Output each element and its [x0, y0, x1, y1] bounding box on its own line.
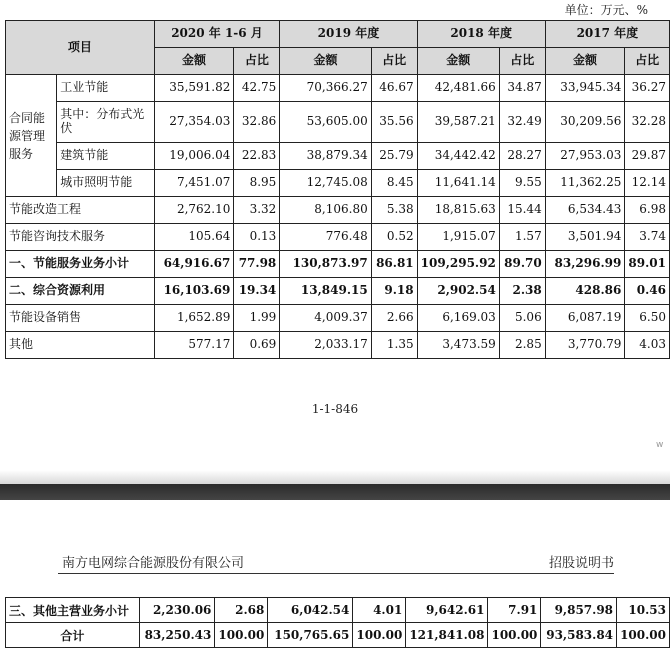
row-label: 建筑节能 [57, 143, 155, 170]
cell: 11,641.14 [417, 170, 499, 197]
cell: 3,473.59 [417, 332, 499, 359]
cell: 28.27 [499, 143, 545, 170]
cell: 100.00 [215, 623, 268, 648]
cell: 83,250.43 [139, 623, 215, 648]
cell: 100.00 [353, 623, 406, 648]
row-label: 二、综合资源利用 [6, 278, 155, 305]
cell: 83,296.99 [545, 251, 625, 278]
cell: 2,230.06 [139, 598, 215, 623]
subtotal-row [6, 598, 670, 623]
header-period-2: 2019 年度 [280, 21, 417, 48]
cell: 4.03 [625, 332, 670, 359]
cell: 105.64 [154, 224, 234, 251]
page-number: 1-1-846 [311, 402, 359, 416]
cell: 38,879.34 [280, 143, 371, 170]
cell: 2,033.17 [280, 332, 371, 359]
row-label: 节能设备销售 [6, 305, 155, 332]
cell: 2.38 [499, 278, 545, 305]
cell: 35.56 [371, 102, 417, 143]
cell: 64,916.67 [154, 251, 234, 278]
header-period-1: 2020 年 1-6 月 [154, 21, 280, 48]
cell: 0.46 [625, 278, 670, 305]
table-row [6, 197, 670, 224]
row-label: 三、其他主营业务小计 [6, 598, 140, 623]
table-row [6, 143, 670, 170]
header-ratio: 占比 [625, 48, 670, 75]
cell: 2.66 [371, 305, 417, 332]
cell: 577.17 [154, 332, 234, 359]
cell: 11,362.25 [545, 170, 625, 197]
cell: 33,945.34 [545, 75, 625, 102]
subtotal-row [6, 278, 670, 305]
table-row [6, 332, 670, 359]
cell: 2,902.54 [417, 278, 499, 305]
header-ratio: 占比 [234, 48, 280, 75]
header-amount: 金额 [417, 48, 499, 75]
cell: 8.95 [234, 170, 280, 197]
header-ratio: 占比 [499, 48, 545, 75]
cell: 6,087.19 [545, 305, 625, 332]
row-label: 其他 [6, 332, 155, 359]
header-item: 项目 [6, 21, 155, 75]
cell: 89.01 [625, 251, 670, 278]
cell: 34,442.42 [417, 143, 499, 170]
cell: 100.00 [488, 623, 541, 648]
row-label: 一、节能服务业务小计 [6, 251, 155, 278]
cell: 22.83 [234, 143, 280, 170]
cell: 5.06 [499, 305, 545, 332]
cell: 53,605.00 [280, 102, 371, 143]
cell: 3,770.79 [545, 332, 625, 359]
cell: 2,762.10 [154, 197, 234, 224]
cell: 100.00 [617, 623, 670, 648]
cell: 15.44 [499, 197, 545, 224]
cell: 77.98 [234, 251, 280, 278]
cell: 1,652.89 [154, 305, 234, 332]
cell: 12.14 [625, 170, 670, 197]
cell: 6,042.54 [268, 598, 353, 623]
cell: 428.86 [545, 278, 625, 305]
table-row [6, 75, 670, 102]
table-row [6, 102, 670, 143]
page-gap-shadow [0, 470, 670, 484]
unit-label: 单位：万元、% [564, 3, 648, 17]
cell: 0.52 [371, 224, 417, 251]
row-label: 工业节能 [57, 75, 155, 102]
cell: 29.87 [625, 143, 670, 170]
cell: 36.27 [625, 75, 670, 102]
cell: 9,642.61 [406, 598, 488, 623]
row-label: 合计 [6, 623, 140, 648]
cell: 18,815.63 [417, 197, 499, 224]
cell: 27,354.03 [154, 102, 234, 143]
cell: 46.67 [371, 75, 417, 102]
cell: 9.18 [371, 278, 417, 305]
cell: 6.50 [625, 305, 670, 332]
cell: 109,295.92 [417, 251, 499, 278]
header-amount: 金额 [280, 48, 371, 75]
header-row-periods [6, 21, 670, 48]
header-period-3: 2018 年度 [417, 21, 545, 48]
cell: 27,953.03 [545, 143, 625, 170]
header-amount: 金额 [545, 48, 625, 75]
cell: 3.74 [625, 224, 670, 251]
header-rule [58, 573, 614, 574]
cell: 32.49 [499, 102, 545, 143]
cell: 6.98 [625, 197, 670, 224]
header-ratio: 占比 [371, 48, 417, 75]
company-name: 南方电网综合能源股份有限公司 [62, 556, 245, 571]
cell: 3,501.94 [545, 224, 625, 251]
subtotal-row [6, 251, 670, 278]
cell: 4,009.37 [280, 305, 371, 332]
header-amount: 金额 [154, 48, 234, 75]
cell: 19,006.04 [154, 143, 234, 170]
edge-watermark: w [656, 440, 664, 450]
cell: 1.57 [499, 224, 545, 251]
cell: 32.86 [234, 102, 280, 143]
page-gap [0, 484, 670, 500]
cell: 121,841.08 [406, 623, 488, 648]
cell: 42.75 [234, 75, 280, 102]
cell: 30,209.56 [545, 102, 625, 143]
header-period-4: 2017 年度 [545, 21, 669, 48]
cell: 42,481.66 [417, 75, 499, 102]
table-row [6, 170, 670, 197]
total-row [6, 623, 670, 648]
cell: 776.48 [280, 224, 371, 251]
cell: 130,873.97 [280, 251, 371, 278]
cell: 16,103.69 [154, 278, 234, 305]
cell: 9,857.98 [541, 598, 617, 623]
cell: 0.69 [234, 332, 280, 359]
document-type: 招股说明书 [548, 556, 614, 571]
cell: 150,765.65 [268, 623, 353, 648]
page-lower [0, 500, 670, 654]
cell: 4.01 [353, 598, 406, 623]
cell: 13,849.15 [280, 278, 371, 305]
cell: 6,534.43 [545, 197, 625, 224]
cell: 93,583.84 [541, 623, 617, 648]
cell: 12,745.08 [280, 170, 371, 197]
cell: 7,451.07 [154, 170, 234, 197]
cell: 2.68 [215, 598, 268, 623]
cell: 86.81 [371, 251, 417, 278]
revenue-table-continued [5, 597, 670, 648]
cell: 1.99 [234, 305, 280, 332]
cell: 0.13 [234, 224, 280, 251]
revenue-table [5, 20, 670, 359]
table-row [6, 224, 670, 251]
cell: 89.70 [499, 251, 545, 278]
cell: 39,587.21 [417, 102, 499, 143]
cell: 8.45 [371, 170, 417, 197]
group-label: 合同能源管理服务 [6, 75, 57, 197]
cell: 8,106.80 [280, 197, 371, 224]
table-row [6, 305, 670, 332]
cell: 10.53 [617, 598, 670, 623]
cell: 2.85 [499, 332, 545, 359]
cell: 19.34 [234, 278, 280, 305]
cell: 35,591.82 [154, 75, 234, 102]
cell: 3.32 [234, 197, 280, 224]
cell: 5.38 [371, 197, 417, 224]
cell: 34.87 [499, 75, 545, 102]
row-label: 其中：分布式光伏 [57, 102, 155, 143]
row-label: 城市照明节能 [57, 170, 155, 197]
cell: 1,915.07 [417, 224, 499, 251]
cell: 25.79 [371, 143, 417, 170]
cell: 7.91 [488, 598, 541, 623]
cell: 1.35 [371, 332, 417, 359]
row-label: 节能咨询技术服务 [6, 224, 155, 251]
cell: 9.55 [499, 170, 545, 197]
cell: 6,169.03 [417, 305, 499, 332]
cell: 32.28 [625, 102, 670, 143]
cell: 70,366.27 [280, 75, 371, 102]
row-label: 节能改造工程 [6, 197, 155, 224]
